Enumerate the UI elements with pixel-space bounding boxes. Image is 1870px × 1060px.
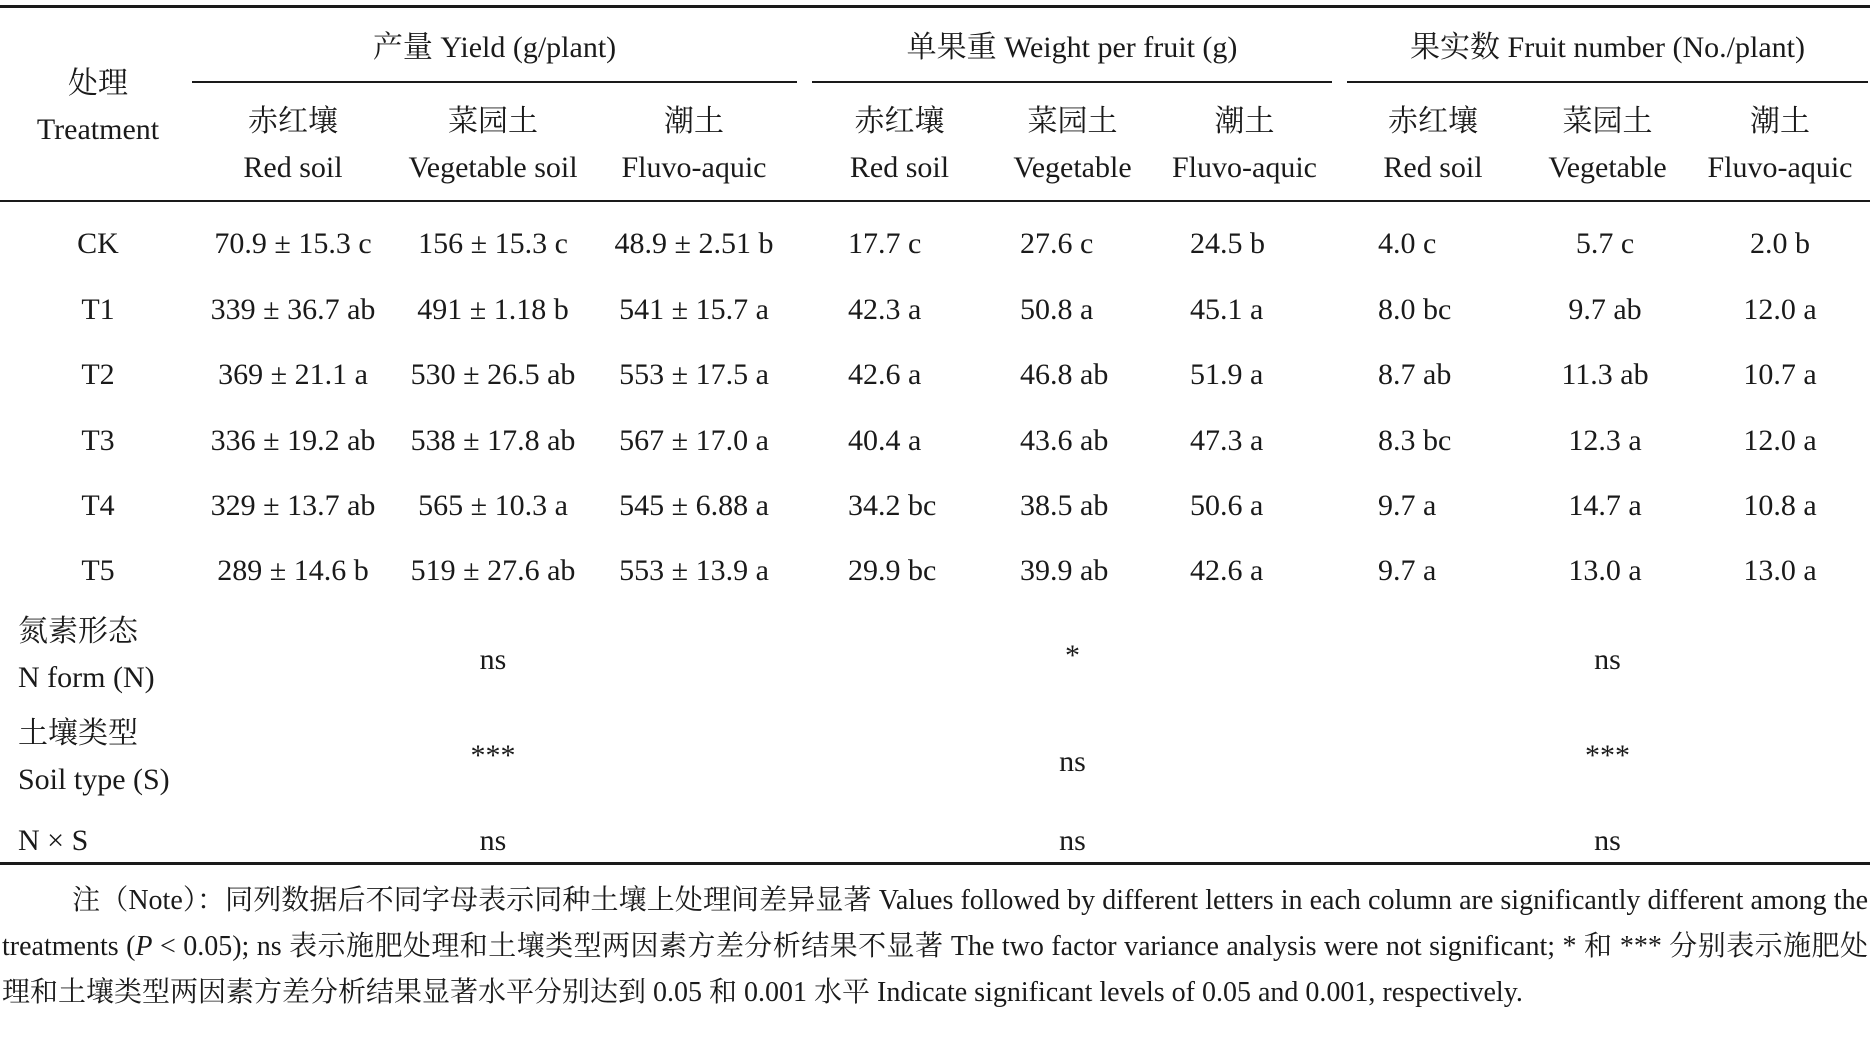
note-prefix: 注（Note）：同列数据后不同字母表示同种土壤上处理间差异显著 Values followed by different letters in each column are significantly different among the treatments ( xyxy=(2,885,1868,962)
table-note xyxy=(2,878,1868,1016)
subhead-number-red xyxy=(1348,104,1518,186)
note-p-symbol: P xyxy=(135,931,153,962)
subhead-weight-vegetable xyxy=(985,104,1160,186)
subhead-zh: 赤红壤 xyxy=(854,105,945,138)
anova-label-zh: 土壤类型 xyxy=(18,717,138,750)
anova-label-en: N form (N) xyxy=(18,661,155,694)
subhead-zh: 潮土 xyxy=(664,105,724,138)
table-cell: 45.1 a xyxy=(1190,293,1264,326)
table-cell: 329 ± 13.7 ab xyxy=(210,489,376,522)
subhead-en: Fluvo-aquic xyxy=(1172,151,1317,184)
subhead-zh: 潮土 xyxy=(1214,105,1275,138)
group-underline-number xyxy=(1347,81,1868,83)
table-cell: 51.9 a xyxy=(1190,358,1264,391)
anova-n-form-number: ns xyxy=(1594,643,1621,676)
subhead-zh: 菜园土 xyxy=(1027,105,1118,138)
table-cell: 567 ± 17.0 a xyxy=(619,424,769,457)
table-cell: 12.0 a xyxy=(1743,424,1817,457)
row-label: T2 xyxy=(81,358,115,391)
table-cell: 12.3 a xyxy=(1568,424,1642,457)
table-cell: 8.3 bc xyxy=(1378,424,1452,457)
table-cell: 289 ± 14.6 b xyxy=(217,554,369,587)
row-label: T4 xyxy=(81,489,115,522)
table-cell: 9.7 a xyxy=(1378,554,1437,587)
table-cell: 27.6 c xyxy=(1020,227,1094,260)
table-cell: 34.2 bc xyxy=(848,489,937,522)
subhead-yield-fluvo xyxy=(594,104,794,186)
anova-interaction-weight: ns xyxy=(1059,824,1086,857)
table-cell: 24.5 b xyxy=(1190,227,1265,260)
table-cell: 13.0 a xyxy=(1743,554,1817,587)
table-cell: 553 ± 17.5 a xyxy=(619,358,769,391)
table-cell: 70.9 ± 15.3 c xyxy=(214,227,372,260)
table-cell: 5.7 c xyxy=(1575,227,1635,260)
subhead-weight-fluvo xyxy=(1157,104,1332,186)
subhead-weight-red xyxy=(812,104,987,186)
row-label: T5 xyxy=(81,554,115,587)
anova-soil-type-number: *** xyxy=(1585,739,1630,772)
row-label: T3 xyxy=(81,424,115,457)
top-rule xyxy=(0,5,1870,8)
anova-n-form-weight: * xyxy=(1065,639,1080,672)
table-cell: 9.7 ab xyxy=(1568,293,1642,326)
table-cell: 39.9 ab xyxy=(1020,554,1109,587)
subhead-en: Red soil xyxy=(1383,151,1483,184)
table-cell: 565 ± 10.3 a xyxy=(418,489,568,522)
group-header-number: 果实数 Fruit number (No./plant) xyxy=(1410,31,1805,64)
table-cell: 43.6 ab xyxy=(1020,424,1109,457)
subhead-en: Red soil xyxy=(849,151,950,184)
subhead-en: Vegetable xyxy=(1548,151,1667,184)
subhead-zh: 潮土 xyxy=(1750,105,1810,138)
bottom-rule xyxy=(0,862,1870,865)
anova-soil-type-weight: ns xyxy=(1059,745,1086,778)
subhead-zh: 菜园土 xyxy=(448,105,538,138)
table-cell: 17.7 c xyxy=(848,227,922,260)
table-cell: 42.6 a xyxy=(848,358,922,391)
table-cell: 10.8 a xyxy=(1743,489,1817,522)
subhead-en: Red soil xyxy=(243,151,343,184)
table-cell: 48.9 ± 2.51 b xyxy=(614,227,774,260)
table-cell: 46.8 ab xyxy=(1020,358,1109,391)
table-cell: 9.7 a xyxy=(1378,489,1437,522)
group-underline-yield xyxy=(192,81,797,83)
anova-label-en: Soil type (S) xyxy=(18,763,170,796)
subhead-en: Vegetable xyxy=(1013,151,1132,184)
table-cell: 8.7 ab xyxy=(1378,358,1452,391)
anova-label-n-form xyxy=(18,614,155,696)
table-cell: 530 ± 26.5 ab xyxy=(410,358,576,391)
subhead-yield-red xyxy=(193,104,393,186)
note-rest: < 0.05); ns 表示施肥处理和土壤类型两因素方差分析结果不显著 The two factor variance analysis were not significant; * 和 *** 分别表示施肥处理和土壤类型两因素方差分析结果显著水平分别达到 0.05 和 0.001 水平 Indicate significant levels of 0.05 and 0.001, respectively. xyxy=(2,931,1868,1008)
table-cell: 545 ± 6.88 a xyxy=(619,489,769,522)
table-cell: 8.0 bc xyxy=(1378,293,1452,326)
table-cell: 369 ± 21.1 a xyxy=(218,358,368,391)
subhead-number-fluvo xyxy=(1692,104,1868,186)
group-underline-weight xyxy=(812,81,1332,83)
anova-label-interaction: N × S xyxy=(18,824,89,857)
subhead-en: Fluvo-aquic xyxy=(1707,151,1853,184)
anova-label-soil-type xyxy=(18,716,170,798)
table-cell: 11.3 ab xyxy=(1561,358,1649,391)
anova-interaction-yield: ns xyxy=(479,824,507,857)
row-label: CK xyxy=(77,227,119,260)
table-cell: 42.3 a xyxy=(848,293,922,326)
table-cell: 14.7 a xyxy=(1568,489,1642,522)
table-cell: 519 ± 27.6 ab xyxy=(410,554,576,587)
group-header-weight: 单果重 Weight per fruit (g) xyxy=(906,31,1238,64)
treatment-header-en: Treatment xyxy=(36,113,160,146)
table-cell: 13.0 a xyxy=(1568,554,1642,587)
table-cell: 541 ± 15.7 a xyxy=(619,293,769,326)
table-cell: 336 ± 19.2 ab xyxy=(210,424,376,457)
table-cell: 538 ± 17.8 ab xyxy=(410,424,576,457)
subhead-en: Vegetable soil xyxy=(408,151,578,184)
table-cell: 339 ± 36.7 ab xyxy=(210,293,376,326)
subhead-number-vegetable xyxy=(1520,104,1695,186)
table-cell: 50.8 a xyxy=(1020,293,1094,326)
subhead-zh: 赤红壤 xyxy=(1388,105,1478,138)
table-cell: 38.5 ab xyxy=(1020,489,1109,522)
treatment-header xyxy=(0,66,196,148)
table-cell: 156 ± 15.3 c xyxy=(418,227,568,260)
subhead-en: Fluvo-aquic xyxy=(621,151,767,184)
anova-soil-type-yield: *** xyxy=(470,739,516,772)
table-cell: 10.7 a xyxy=(1743,358,1817,391)
subhead-zh: 菜园土 xyxy=(1562,105,1653,138)
anova-interaction-number: ns xyxy=(1594,824,1621,857)
header-bottom-rule xyxy=(0,200,1870,202)
anova-n-form-yield: ns xyxy=(479,643,507,676)
table-cell: 4.0 c xyxy=(1378,227,1437,260)
table-cell: 12.0 a xyxy=(1743,293,1817,326)
table-cell: 29.9 bc xyxy=(848,554,937,587)
anova-label-zh: 氮素形态 xyxy=(18,615,138,648)
group-header-yield: 产量 Yield (g/plant) xyxy=(372,31,617,64)
table-cell: 47.3 a xyxy=(1190,424,1264,457)
table-cell: 491 ± 1.18 b xyxy=(417,293,569,326)
table-cell: 42.6 a xyxy=(1190,554,1264,587)
subhead-zh: 赤红壤 xyxy=(248,105,338,138)
table-cell: 553 ± 13.9 a xyxy=(619,554,769,587)
table-cell: 50.6 a xyxy=(1190,489,1264,522)
table-cell: 40.4 a xyxy=(848,424,922,457)
treatment-header-zh: 处理 xyxy=(68,67,128,100)
table-cell: 2.0 b xyxy=(1750,227,1810,260)
row-label: T1 xyxy=(81,293,115,326)
subhead-yield-vegetable xyxy=(393,104,593,186)
